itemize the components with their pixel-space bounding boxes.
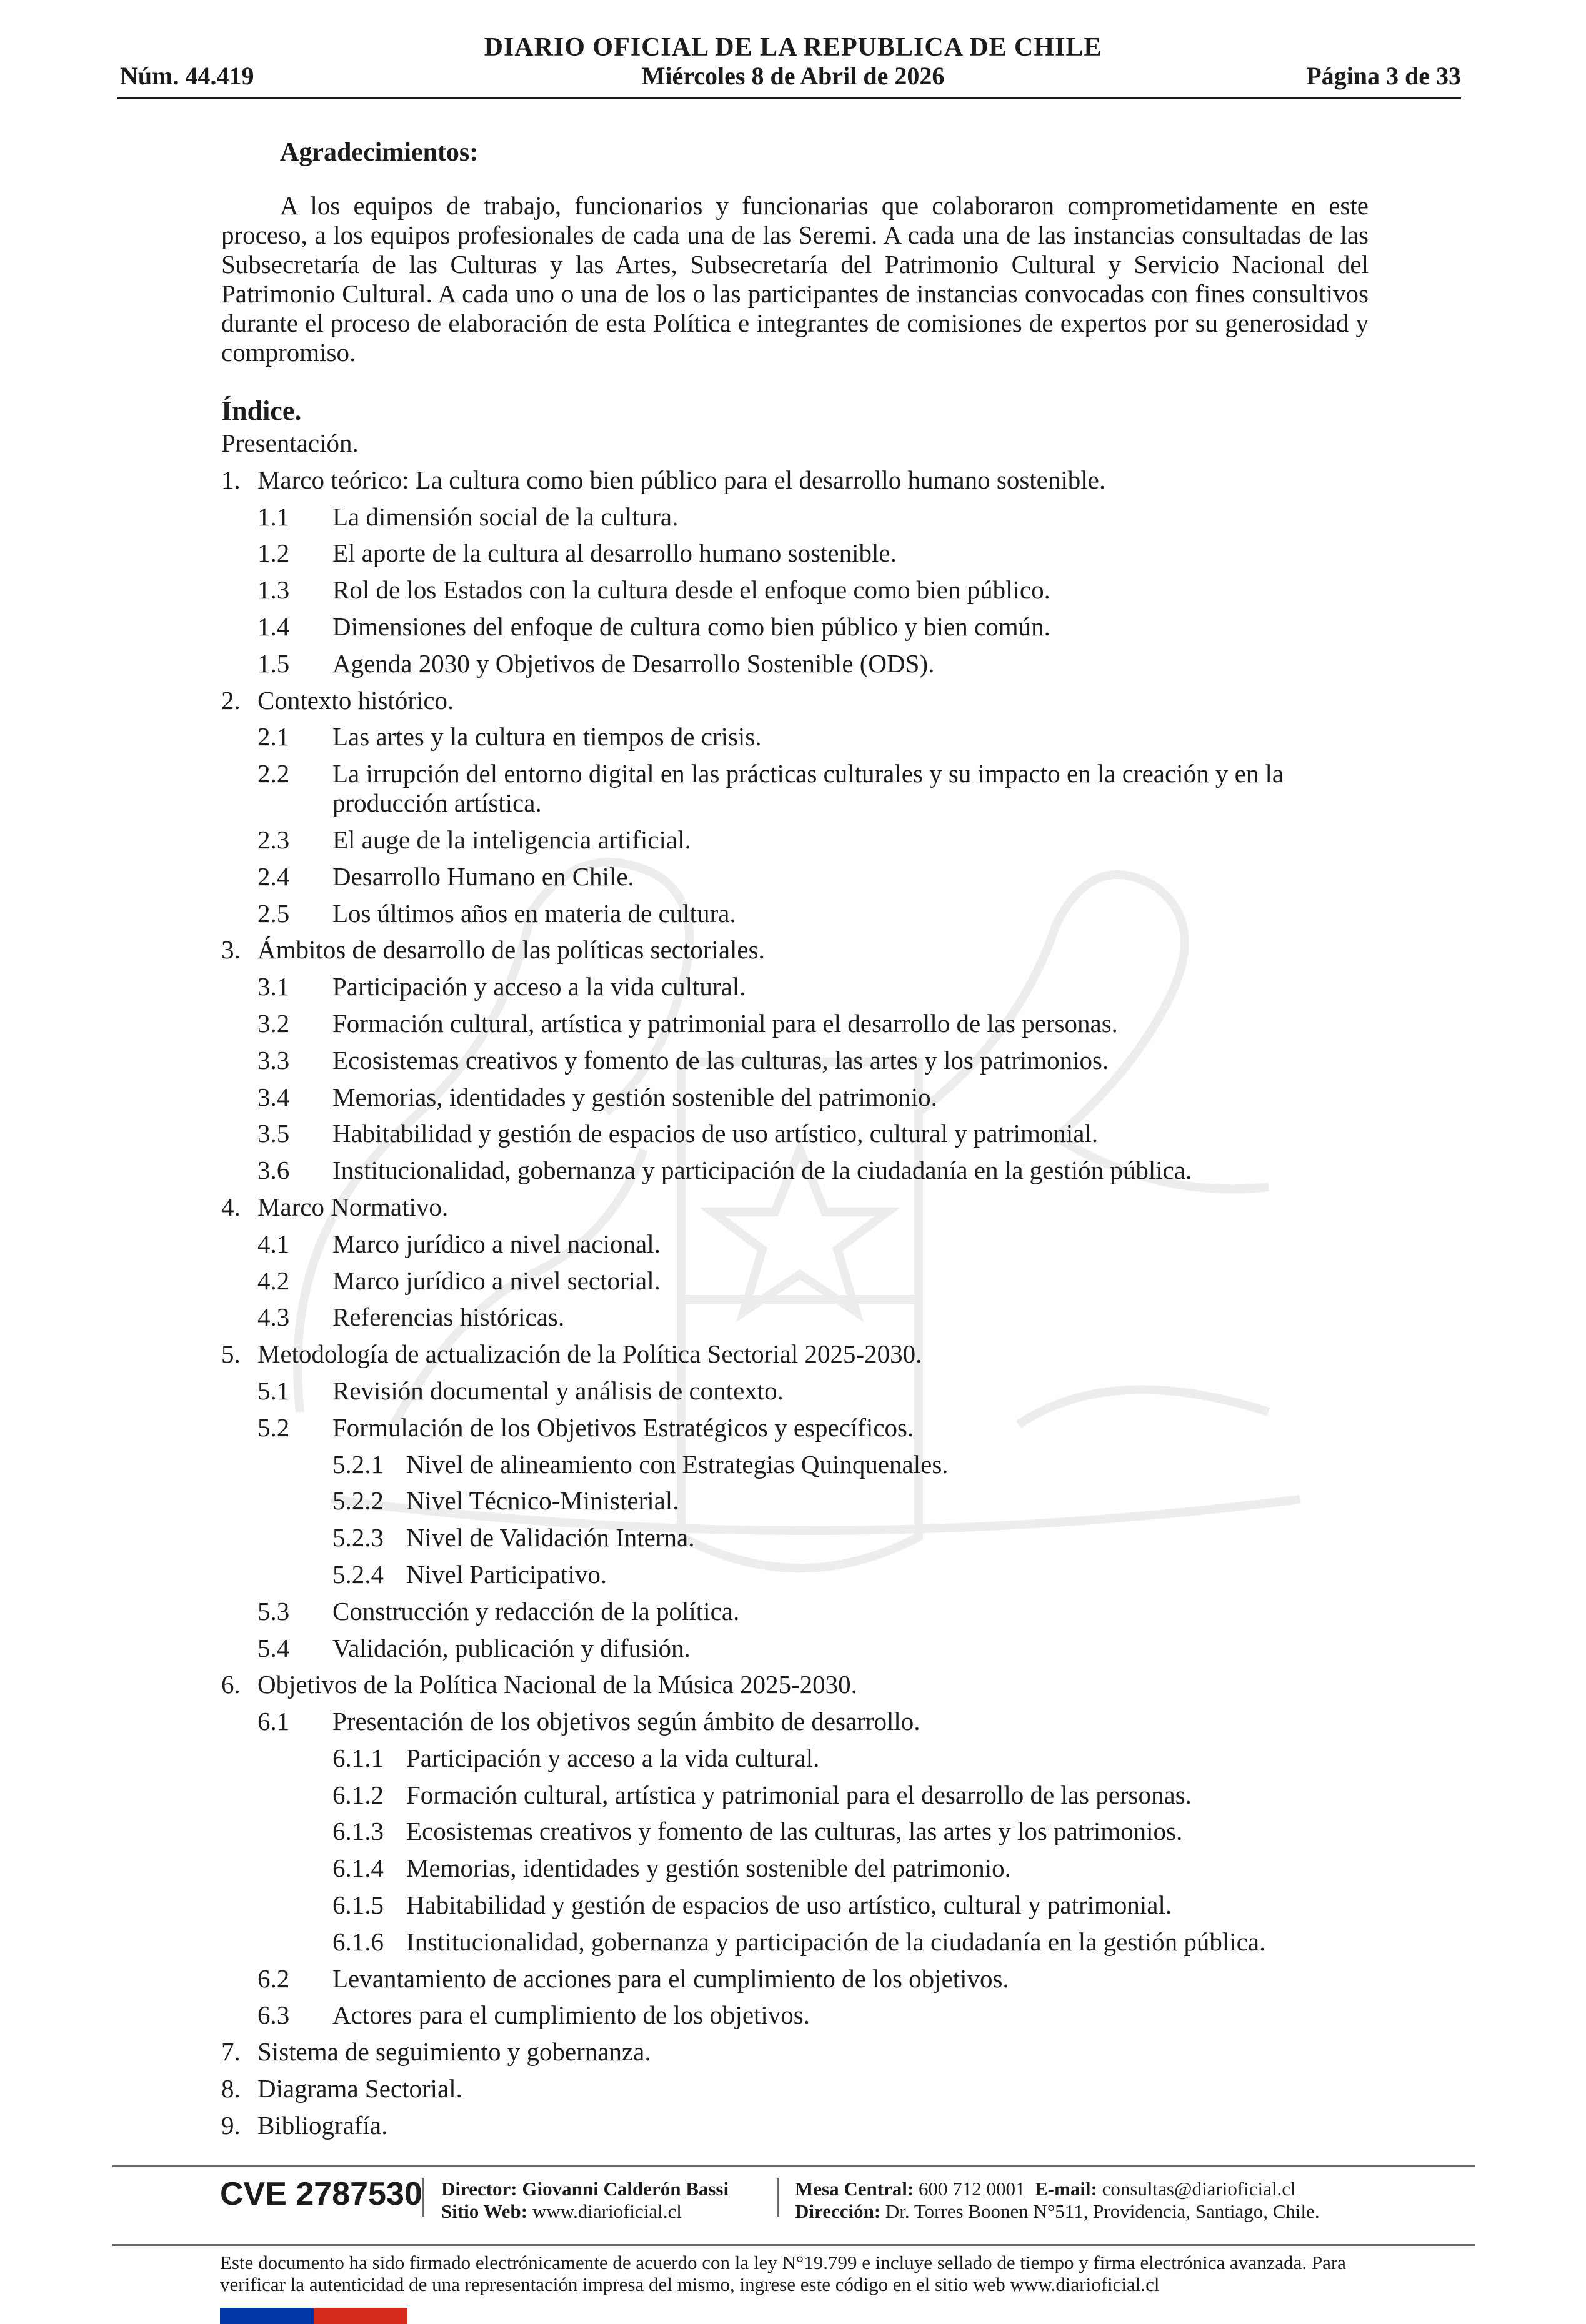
address-label: Dirección: bbox=[795, 2200, 881, 2222]
toc-entry bbox=[221, 1266, 1377, 1296]
table-of-contents bbox=[221, 429, 1377, 2148]
toc-entry bbox=[221, 649, 1377, 678]
toc-entry bbox=[221, 1376, 1377, 1406]
toc-entry-number: 8. bbox=[221, 2074, 241, 2103]
toc-entry-number: 5. bbox=[221, 1339, 241, 1369]
toc-entry-title: Marco Normativo. bbox=[257, 1192, 449, 1221]
toc-entry-title: Ámbitos de desarrollo de las políticas sectoriales. bbox=[257, 935, 765, 965]
toc-entry bbox=[221, 972, 1377, 1001]
issue-number: Núm. 44.419 bbox=[120, 62, 254, 90]
toc-entry bbox=[221, 1119, 1377, 1148]
email-label: E-mail: bbox=[1035, 2178, 1097, 2200]
toc-entry bbox=[221, 862, 1377, 891]
toc-entry bbox=[221, 1339, 1377, 1369]
flag-stripe-blue bbox=[220, 2308, 314, 2324]
email-link[interactable]: consultas@diarioficial.cl bbox=[1102, 2178, 1296, 2200]
footer-separator bbox=[422, 2178, 424, 2217]
toc-entry-title: Nivel de alineamiento con Estrategias Quinquenales. bbox=[406, 1449, 949, 1479]
toc-entry-number: 3.5 bbox=[257, 1119, 290, 1148]
toc-entry-title: Nivel Participativo. bbox=[406, 1559, 607, 1589]
toc-entry-number: 6.2 bbox=[257, 1964, 290, 1993]
toc-entry-number: 2.1 bbox=[257, 722, 290, 752]
toc-entry bbox=[221, 1009, 1377, 1038]
toc-entry bbox=[221, 1670, 1377, 1699]
toc-entry bbox=[221, 2037, 1377, 2067]
toc-entry bbox=[221, 1744, 1377, 1773]
website-label: Sitio Web: bbox=[441, 2200, 528, 2222]
toc-entry-title: Referencias históricas. bbox=[332, 1303, 565, 1332]
toc-entry-number: 5.1 bbox=[257, 1376, 290, 1405]
toc-entry-number: 3.4 bbox=[257, 1082, 290, 1111]
toc-entry-title: Ecosistemas creativos y fomento de las culturas, las artes y los patrimonios. bbox=[332, 1045, 1109, 1075]
toc-entry-number: 3.2 bbox=[257, 1008, 290, 1038]
toc-entry bbox=[221, 539, 1377, 568]
toc-entry bbox=[221, 1193, 1377, 1222]
toc-entry-number: 4.2 bbox=[257, 1266, 290, 1295]
footer-divider-top bbox=[112, 2165, 1475, 2167]
toc-entry bbox=[221, 1303, 1377, 1332]
toc-entry-number: 4.1 bbox=[257, 1229, 290, 1258]
toc-entry-title: Desarrollo Humano en Chile. bbox=[332, 862, 634, 891]
toc-entry-title: Participación y acceso a la vida cultural. bbox=[332, 972, 746, 1001]
toc-entry-title: Formación cultural, artística y patrimonial para el desarrollo de las personas. bbox=[332, 1008, 1118, 1038]
header-divider bbox=[117, 97, 1461, 99]
toc-entry bbox=[221, 1083, 1377, 1112]
toc-entry-title: Marco jurídico a nivel sectorial. bbox=[332, 1266, 661, 1295]
toc-entry-number: 4.3 bbox=[257, 1303, 290, 1332]
publication-date: Miércoles 8 de Abril de 2026 bbox=[641, 62, 945, 90]
toc-entry-number: 5.2.2 bbox=[332, 1486, 384, 1516]
toc-entry-number: 7. bbox=[221, 2037, 241, 2067]
toc-entry-title: Objetivos de la Política Nacional de la Música 2025-2030. bbox=[257, 1670, 857, 1699]
toc-entry-number: 9. bbox=[221, 2110, 241, 2140]
toc-entry-number: 6.1 bbox=[257, 1707, 290, 1736]
toc-entry-number: 5.3 bbox=[257, 1596, 290, 1626]
toc-entry bbox=[221, 1597, 1377, 1626]
toc-entry bbox=[221, 2111, 1377, 2140]
toc-entry-number: 1.4 bbox=[257, 612, 290, 641]
toc-entry bbox=[221, 2000, 1377, 2030]
flag-stripe-red bbox=[314, 2308, 407, 2324]
toc-entry-title: Formación cultural, artística y patrimonial para el desarrollo de las personas. bbox=[406, 1780, 1192, 1809]
toc-entry-title: Habitabilidad y gestión de espacios de uso artístico, cultural y patrimonial. bbox=[332, 1119, 1099, 1148]
toc-entry bbox=[221, 1523, 1377, 1552]
page-number: Página 3 de 33 bbox=[1306, 62, 1461, 90]
toc-entry bbox=[221, 1634, 1377, 1663]
toc-entry bbox=[221, 1229, 1377, 1259]
toc-entry bbox=[221, 1890, 1377, 1920]
toc-entry bbox=[221, 1780, 1377, 1810]
acknowledgements-paragraph: A los equipos de trabajo, funcionarios y funcionarias que colaboraron comprometidamente en este proceso, a los equipos profesionales de cada una de las Seremi. A cada una de las instancias consultadas de las Subsecretaría de las Culturas y las Artes, Subsecretaría del Patrimonio Cultural y Servicio Nacional del Patrimonio Cultural. A cada uno o una de los o las participantes de instancias convocadas con fines consultivos durante el proceso de elaboración de esta Política e integrantes de comisiones de expertos por su generosidad y compromiso. bbox=[221, 191, 1369, 367]
toc-entry bbox=[221, 1450, 1377, 1479]
publication-title: DIARIO OFICIAL DE LA REPUBLICA DE CHILE bbox=[484, 33, 1102, 62]
toc-entry-title: El auge de la inteligencia artificial. bbox=[332, 825, 691, 854]
toc-entry bbox=[221, 1413, 1377, 1443]
toc-entry-number: 6. bbox=[221, 1670, 241, 1699]
footer-divider-bottom bbox=[112, 2244, 1475, 2246]
cve-code: CVE 2787530 bbox=[220, 2176, 422, 2212]
director-name: Giovanni Calderón Bassi bbox=[522, 2178, 729, 2200]
toc-entry-title: Institucionalidad, gobernanza y participación de la ciudadanía en la gestión pública. bbox=[332, 1156, 1192, 1185]
toc-entry-number: 1.3 bbox=[257, 575, 290, 605]
toc-entry bbox=[221, 2074, 1377, 2103]
toc-entry-number: 2.5 bbox=[257, 898, 290, 928]
toc-entry-title: La irrupción del entorno digital en las prácticas culturales y su impacto en la creación y en la producción artística. bbox=[332, 759, 1284, 818]
toc-entry-title: El aporte de la cultura al desarrollo humano sostenible. bbox=[332, 539, 897, 568]
toc-entry-title: Los últimos años en materia de cultura. bbox=[332, 898, 736, 928]
toc-entry-title: Validación, publicación y difusión. bbox=[332, 1633, 691, 1662]
toc-entry-number: 3. bbox=[221, 935, 241, 965]
toc-entry-number: 4. bbox=[221, 1192, 241, 1221]
toc-entry-number: 2. bbox=[221, 685, 241, 715]
toc-entry-title: Levantamiento de acciones para el cumplimiento de los objetivos. bbox=[332, 1964, 1009, 1993]
toc-entry-number: 1.2 bbox=[257, 539, 290, 568]
toc-entry-number: 2.3 bbox=[257, 825, 290, 854]
acknowledgements-heading: Agradecimientos: bbox=[280, 138, 479, 167]
toc-entry bbox=[221, 429, 1377, 458]
toc-entry-title: Metodología de actualización de la Política Sectorial 2025-2030. bbox=[257, 1339, 922, 1369]
toc-entry-title: Memorias, identidades y gestión sostenible del patrimonio. bbox=[332, 1082, 937, 1111]
toc-entry-number: 2.2 bbox=[257, 759, 290, 788]
footer-contact-info bbox=[795, 2178, 1320, 2223]
toc-entry-title: Diagrama Sectorial. bbox=[257, 2074, 462, 2103]
toc-entry-title: Contexto histórico. bbox=[257, 685, 454, 715]
toc-entry bbox=[221, 1927, 1377, 1957]
toc-entry bbox=[221, 502, 1377, 532]
toc-entry bbox=[221, 1964, 1377, 1994]
toc-entry-number: 5.2.4 bbox=[332, 1559, 384, 1589]
website-link[interactable]: www.diarioficial.cl bbox=[532, 2200, 682, 2222]
toc-entry bbox=[221, 1854, 1377, 1883]
toc-entry-title: Actores para el cumplimiento de los objetivos. bbox=[332, 2000, 810, 2030]
toc-entry-number: 6.1.6 bbox=[332, 1927, 384, 1956]
toc-entry bbox=[221, 612, 1377, 642]
toc-entry-title: Participación y acceso a la vida cultural. bbox=[406, 1743, 820, 1772]
toc-entry bbox=[221, 899, 1377, 928]
toc-entry bbox=[221, 1707, 1377, 1736]
toc-entry bbox=[221, 759, 1377, 818]
toc-entry-title: Revisión documental y análisis de contexto. bbox=[332, 1376, 784, 1405]
director-label: Director: bbox=[441, 2178, 517, 2200]
toc-entry-title: Dimensiones del enfoque de cultura como bien público y bien común. bbox=[332, 612, 1050, 641]
address-text: Dr. Torres Boonen N°511, Providencia, Santiago, Chile. bbox=[885, 2200, 1320, 2222]
toc-entry-number: 1. bbox=[221, 465, 241, 494]
toc-entry bbox=[221, 575, 1377, 605]
toc-entry-title: Memorias, identidades y gestión sostenible del patrimonio. bbox=[406, 1854, 1011, 1883]
toc-entry-title: Marco jurídico a nivel nacional. bbox=[332, 1229, 661, 1258]
toc-entry-title: Nivel de Validación Interna. bbox=[406, 1523, 695, 1552]
toc-entry-title: Presentación de los objetivos según ámbito de desarrollo. bbox=[332, 1707, 920, 1736]
toc-entry bbox=[221, 686, 1377, 715]
toc-entry-title: Formulación de los Objetivos Estratégicos y específicos. bbox=[332, 1413, 914, 1442]
toc-entry-number: 6.1.2 bbox=[332, 1780, 384, 1809]
toc-entry-title: Bibliografía. bbox=[257, 2110, 388, 2140]
toc-entry bbox=[221, 1486, 1377, 1516]
footer-separator bbox=[777, 2178, 779, 2217]
toc-entry-number: 6.1.1 bbox=[332, 1743, 384, 1772]
toc-entry-title: Rol de los Estados con la cultura desde el enfoque como bien público. bbox=[332, 575, 1050, 605]
toc-entry bbox=[221, 935, 1377, 965]
toc-entry bbox=[221, 722, 1377, 752]
toc-entry-title: Nivel Técnico-Ministerial. bbox=[406, 1486, 679, 1516]
toc-entry-number: 6.1.5 bbox=[332, 1890, 384, 1920]
toc-entry-number: 1.1 bbox=[257, 502, 290, 531]
toc-entry-number: 3.1 bbox=[257, 972, 290, 1001]
toc-entry-title: Presentación. bbox=[221, 429, 359, 457]
toc-entry-number: 6.1.4 bbox=[332, 1854, 384, 1883]
legal-notice: Este documento ha sido firmado electrónicamente de acuerdo con la ley N°19.799 e incluye sellado de tiempo y firma electrónica avanzada. Para verificar la autenticidad de una representación impresa del mismo, ingrese este código en el sitio web www.diarioficial.cl bbox=[220, 2252, 1346, 2295]
toc-entry bbox=[221, 825, 1377, 855]
toc-entry-title: Sistema de seguimiento y gobernanza. bbox=[257, 2037, 651, 2067]
toc-entry bbox=[221, 1817, 1377, 1846]
footer-editor-info bbox=[441, 2178, 729, 2223]
toc-entry-title: La dimensión social de la cultura. bbox=[332, 502, 679, 531]
toc-entry-number: 6.3 bbox=[257, 2000, 290, 2030]
toc-entry-number: 5.2.3 bbox=[332, 1523, 384, 1552]
toc-entry-number: 3.3 bbox=[257, 1045, 290, 1075]
toc-entry-number: 6.1.3 bbox=[332, 1817, 384, 1846]
toc-entry-number: 2.4 bbox=[257, 862, 290, 891]
phone-number: 600 712 0001 bbox=[919, 2178, 1025, 2200]
toc-entry-title: Construcción y redacción de la política. bbox=[332, 1596, 740, 1626]
toc-entry-title: Institucionalidad, gobernanza y participación de la ciudadanía en la gestión pública. bbox=[406, 1927, 1266, 1956]
toc-entry-title: Habitabilidad y gestión de espacios de uso artístico, cultural y patrimonial. bbox=[406, 1890, 1172, 1920]
index-heading: Índice. bbox=[221, 395, 302, 426]
toc-entry bbox=[221, 465, 1377, 495]
toc-entry-title: Las artes y la cultura en tiempos de crisis. bbox=[332, 722, 762, 752]
toc-entry-number: 5.4 bbox=[257, 1633, 290, 1662]
toc-entry bbox=[221, 1560, 1377, 1589]
toc-entry-number: 3.6 bbox=[257, 1156, 290, 1185]
toc-entry-title: Ecosistemas creativos y fomento de las culturas, las artes y los patrimonios. bbox=[406, 1817, 1183, 1846]
phone-label: Mesa Central: bbox=[795, 2178, 914, 2200]
toc-entry bbox=[221, 1156, 1377, 1185]
toc-entry-number: 5.2.1 bbox=[332, 1449, 384, 1479]
toc-entry-title: Agenda 2030 y Objetivos de Desarrollo Sostenible (ODS). bbox=[332, 648, 935, 678]
toc-entry bbox=[221, 1046, 1377, 1075]
toc-entry-title: Marco teórico: La cultura como bien público para el desarrollo humano sostenible. bbox=[257, 465, 1106, 494]
toc-entry-number: 1.5 bbox=[257, 648, 290, 678]
toc-entry-number: 5.2 bbox=[257, 1413, 290, 1442]
